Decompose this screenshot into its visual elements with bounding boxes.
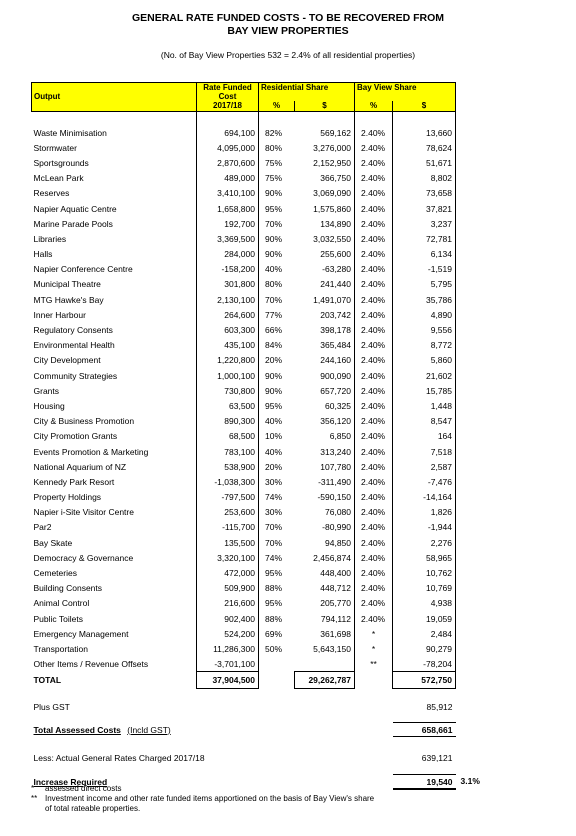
row-bv-pct: 2.40% xyxy=(355,581,393,596)
row-bv-pct: 2.40% xyxy=(355,368,393,383)
row-output: Bay Skate xyxy=(33,537,73,548)
table-row xyxy=(32,581,456,596)
row-output: Kennedy Park Resort xyxy=(33,476,115,487)
row-cost: 902,400 xyxy=(197,611,259,626)
row-cost: -1,038,300 xyxy=(197,474,259,489)
row-bv-amt: -7,476 xyxy=(393,474,456,489)
row-res-amt: 365,484 xyxy=(320,340,351,351)
row-output: Napier Conference Centre xyxy=(33,264,133,275)
row-res-amt: 356,120 xyxy=(320,416,351,427)
row-cost: 1,220,800 xyxy=(197,353,259,368)
row-res-amt: 794,112 xyxy=(320,613,351,624)
row-bv-pct: ** xyxy=(355,657,393,672)
table-row xyxy=(32,186,456,201)
row-res-amt: -311,490 xyxy=(318,476,351,487)
row-bv-amt: 73,658 xyxy=(393,186,456,201)
row-res-amt: 448,712 xyxy=(320,583,351,594)
row-cost: 63,500 xyxy=(197,398,259,413)
table-row xyxy=(32,277,456,292)
row-res-amt: 657,720 xyxy=(320,385,351,396)
row-bv-pct: 2.40% xyxy=(355,262,393,277)
row-bv-pct: 2.40% xyxy=(355,171,393,186)
row-res-amt: 1,575,860 xyxy=(313,203,351,214)
row-output: Halls xyxy=(33,249,53,260)
footnote-1-text: assessed direct costs xyxy=(45,784,122,793)
table-row xyxy=(32,429,456,444)
row-res-amt: 3,032,550 xyxy=(313,233,351,244)
row-res-pct: 74% xyxy=(259,550,295,565)
increase-amount-value: 19,540 xyxy=(426,776,453,787)
row-res-amt: -80,990 xyxy=(322,522,351,533)
row-output: Transportation xyxy=(33,643,88,654)
row-res-pct: 30% xyxy=(259,505,295,520)
row-res-pct: 82% xyxy=(259,125,295,140)
row-cost: 509,900 xyxy=(197,581,259,596)
row-res-pct: 70% xyxy=(259,520,295,535)
row-res-amt: -63,280 xyxy=(322,264,351,275)
row-res-amt: 134,890 xyxy=(320,218,351,229)
row-output: McLean Park xyxy=(33,173,84,184)
table-row xyxy=(32,125,456,140)
row-bv-pct: 2.40% xyxy=(355,353,393,368)
row-res-amt: 241,440 xyxy=(320,279,351,290)
row-cost: 2,870,600 xyxy=(197,155,259,170)
row-bv-pct: 2.40% xyxy=(355,322,393,337)
row-output: MTG Hawke's Bay xyxy=(33,294,104,305)
row-output: Community Strategies xyxy=(33,370,118,381)
row-bv-amt: 6,134 xyxy=(393,247,456,262)
row-res-amt: 2,456,874 xyxy=(313,552,351,563)
header-bay-view-share: Bay View Share xyxy=(355,83,456,93)
row-cost: 4,095,000 xyxy=(197,140,259,155)
row-output: City Development xyxy=(33,355,101,366)
row-res-pct: 75% xyxy=(259,155,295,170)
row-output: Napier i-Site Visitor Centre xyxy=(33,507,134,518)
row-res-amt: 313,240 xyxy=(320,446,351,457)
row-res-amt: 569,162 xyxy=(320,127,351,138)
table-row xyxy=(32,505,456,520)
row-res-pct: 50% xyxy=(259,641,295,656)
table-row xyxy=(32,444,456,459)
total-cost: 37,904,500 xyxy=(197,672,259,689)
row-cost: 3,369,500 xyxy=(197,231,259,246)
row-res-pct: 90% xyxy=(259,186,295,201)
row-cost: 538,900 xyxy=(197,459,259,474)
row-bv-pct: 2.40% xyxy=(355,140,393,155)
row-bv-pct: 2.40% xyxy=(355,383,393,398)
row-bv-amt: 8,772 xyxy=(393,338,456,353)
row-res-amt: 60,325 xyxy=(325,400,351,411)
row-output: Other Items / Revenue Offsets xyxy=(33,659,149,670)
row-res-pct: 66% xyxy=(259,322,295,337)
row-res-pct: 40% xyxy=(259,414,295,429)
row-bv-pct: 2.40% xyxy=(355,247,393,262)
row-res-pct: 40% xyxy=(259,262,295,277)
row-output: Reserves xyxy=(33,188,70,199)
row-bv-amt: 2,587 xyxy=(393,459,456,474)
row-res-pct: 80% xyxy=(259,140,295,155)
row-bv-pct: 2.40% xyxy=(355,520,393,535)
row-cost: 472,000 xyxy=(197,565,259,580)
rates-charged-label: Less: Actual General Rates Charged 2017/18 xyxy=(33,752,205,763)
table-row xyxy=(32,626,456,641)
row-bv-pct: 2.40% xyxy=(355,414,393,429)
row-bv-pct: 2.40% xyxy=(355,338,393,353)
subtitle: (No. of Bay View Properties 532 = 2.4% of all residential properties) xyxy=(160,50,416,60)
total-assessed-note: (Incld GST) xyxy=(127,724,171,735)
row-res-pct: 40% xyxy=(259,444,295,459)
row-bv-amt: 1,448 xyxy=(393,398,456,413)
row-output: Public Toilets xyxy=(33,613,83,624)
row-cost: 11,286,300 xyxy=(197,641,259,656)
row-cost: 3,410,100 xyxy=(197,186,259,201)
row-res-pct: 90% xyxy=(259,368,295,383)
row-bv-pct: 2.40% xyxy=(355,125,393,140)
row-output: Events Promotion & Marketing xyxy=(33,446,149,457)
row-res-pct: 77% xyxy=(259,307,295,322)
row-cost: 2,130,100 xyxy=(197,292,259,307)
table-row xyxy=(32,459,456,474)
row-output: Waste Minimisation xyxy=(33,127,107,138)
row-bv-amt: -1,944 xyxy=(393,520,456,535)
row-bv-pct: 2.40% xyxy=(355,444,393,459)
table-row xyxy=(32,216,456,231)
total-label: TOTAL xyxy=(33,675,62,686)
row-cost: 890,300 xyxy=(197,414,259,429)
row-bv-amt: 15,785 xyxy=(393,383,456,398)
table-row xyxy=(32,155,456,170)
row-cost: 192,700 xyxy=(197,216,259,231)
increase-amount xyxy=(393,775,480,789)
header-bv-amt: $ xyxy=(393,101,456,111)
row-cost: 1,658,800 xyxy=(197,201,259,216)
row-res-pct: 20% xyxy=(259,353,295,368)
row-bv-pct: 2.40% xyxy=(355,429,393,444)
row-bv-amt: 8,547 xyxy=(393,414,456,429)
row-res-amt: 3,276,000 xyxy=(313,142,351,153)
row-res-amt: 3,069,090 xyxy=(313,188,351,199)
header-bv-pct: % xyxy=(355,101,393,111)
row-bv-amt: 8,802 xyxy=(393,171,456,186)
row-bv-pct: * xyxy=(355,641,393,656)
increase-label: Increase Required xyxy=(33,776,108,787)
row-res-amt: 205,770 xyxy=(320,598,351,609)
row-bv-pct: 2.40% xyxy=(355,490,393,505)
row-res-amt: 255,600 xyxy=(320,249,351,260)
total-assessed-amount: 658,661 xyxy=(393,723,456,737)
row-output: Cemeteries xyxy=(33,568,77,579)
row-cost: -158,200 xyxy=(197,262,259,277)
row-bv-amt: 21,602 xyxy=(393,368,456,383)
row-cost: 435,100 xyxy=(197,338,259,353)
row-bv-amt: 35,786 xyxy=(393,292,456,307)
total-bay-view: 572,750 xyxy=(393,672,456,689)
row-bv-pct: 2.40% xyxy=(355,292,393,307)
row-bv-pct: 2.40% xyxy=(355,459,393,474)
row-res-amt: 6,850 xyxy=(329,431,351,442)
row-cost: -797,500 xyxy=(197,490,259,505)
footnote-1-mark: * xyxy=(31,784,35,793)
row-bv-pct: 2.40% xyxy=(355,596,393,611)
cost-table xyxy=(31,82,480,790)
row-output: Grants xyxy=(33,385,60,396)
row-bv-amt: 90,279 xyxy=(393,641,456,656)
row-res-pct: 95% xyxy=(259,201,295,216)
increase-pct: 3.1% xyxy=(460,776,480,787)
row-res-amt: 76,080 xyxy=(325,507,351,518)
row-cost: 284,000 xyxy=(197,247,259,262)
table-row xyxy=(32,414,456,429)
table-row xyxy=(32,550,456,565)
total-assessed-label: Total Assessed Costs xyxy=(33,724,121,735)
row-res-pct: 80% xyxy=(259,277,295,292)
row-res-pct: 10% xyxy=(259,429,295,444)
row-output: City & Business Promotion xyxy=(33,416,135,427)
row-output: Animal Control xyxy=(33,598,90,609)
row-bv-amt: 7,518 xyxy=(393,444,456,459)
row-bv-amt: 37,821 xyxy=(393,201,456,216)
row-cost: -3,701,100 xyxy=(197,657,259,672)
row-bv-pct: 2.40% xyxy=(355,186,393,201)
row-output: Par2 xyxy=(33,522,52,533)
row-res-pct: 95% xyxy=(259,565,295,580)
row-res-amt: 900,090 xyxy=(320,370,351,381)
table-row xyxy=(32,247,456,262)
row-bv-pct: 2.40% xyxy=(355,611,393,626)
table-row xyxy=(32,140,456,155)
table-row xyxy=(32,353,456,368)
table-row xyxy=(32,322,456,337)
row-bv-amt: 5,860 xyxy=(393,353,456,368)
row-output: Marine Parade Pools xyxy=(33,218,113,229)
row-bv-amt: 9,556 xyxy=(393,322,456,337)
row-bv-amt: 78,624 xyxy=(393,140,456,155)
row-bv-pct: * xyxy=(355,626,393,641)
table-row xyxy=(32,307,456,322)
header-year: 2017/18 xyxy=(197,101,259,111)
row-output: Property Holdings xyxy=(33,492,102,503)
row-res-pct: 70% xyxy=(259,292,295,307)
row-bv-amt: 58,965 xyxy=(393,550,456,565)
row-res-pct: 30% xyxy=(259,474,295,489)
row-bv-pct: 2.40% xyxy=(355,277,393,292)
row-res-amt: 366,750 xyxy=(320,173,351,184)
row-res-pct: 70% xyxy=(259,216,295,231)
row-output: Democracy & Governance xyxy=(33,552,134,563)
row-output: Building Consents xyxy=(33,583,103,594)
table-row xyxy=(32,201,456,216)
row-bv-pct: 2.40% xyxy=(355,505,393,520)
gst-label: Plus GST xyxy=(33,701,70,712)
table-row xyxy=(32,338,456,353)
row-bv-amt: 5,795 xyxy=(393,277,456,292)
row-output: Libraries xyxy=(33,233,67,244)
table-row xyxy=(32,292,456,307)
row-bv-amt: 19,059 xyxy=(393,611,456,626)
row-output: City Promotion Grants xyxy=(33,431,118,442)
table-row xyxy=(32,171,456,186)
row-bv-pct: 2.40% xyxy=(355,474,393,489)
row-bv-pct: 2.40% xyxy=(355,231,393,246)
row-res-pct: 90% xyxy=(259,231,295,246)
row-bv-amt: 2,484 xyxy=(393,626,456,641)
row-bv-amt: 13,660 xyxy=(393,125,456,140)
row-output: Regulatory Consents xyxy=(33,325,113,336)
row-output: National Aquarium of NZ xyxy=(33,461,127,472)
row-cost: 216,600 xyxy=(197,596,259,611)
row-res-pct: 95% xyxy=(259,596,295,611)
title-line-1: GENERAL RATE FUNDED COSTS - TO BE RECOVERED FROM xyxy=(131,12,445,24)
footnote-2-mark: ** xyxy=(31,794,38,803)
row-bv-amt: -1,519 xyxy=(393,262,456,277)
row-output: Housing xyxy=(33,400,65,411)
row-cost: 68,500 xyxy=(197,429,259,444)
title-line-2: BAY VIEW PROPERTIES xyxy=(227,25,349,37)
row-bv-amt: 2,276 xyxy=(393,535,456,550)
row-output: Environmental Health xyxy=(33,340,115,351)
header-res-pct: % xyxy=(259,101,295,111)
table-row xyxy=(32,565,456,580)
table-row xyxy=(32,398,456,413)
row-res-amt xyxy=(295,657,355,672)
header-rate-funded-cost: Rate Funded Cost xyxy=(197,83,259,102)
table-row xyxy=(32,535,456,550)
row-bv-amt: 164 xyxy=(393,429,456,444)
row-bv-amt: -14,164 xyxy=(393,490,456,505)
row-res-pct: 70% xyxy=(259,535,295,550)
row-cost: 783,100 xyxy=(197,444,259,459)
table-row xyxy=(32,368,456,383)
row-bv-amt: 4,938 xyxy=(393,596,456,611)
row-bv-amt: 51,671 xyxy=(393,155,456,170)
row-cost: 524,200 xyxy=(197,626,259,641)
table-row xyxy=(32,657,456,672)
footnote-2-text-cont: of total rateable properties. xyxy=(45,804,141,813)
row-output: Inner Harbour xyxy=(33,309,86,320)
footnotes xyxy=(31,784,374,814)
row-res-amt: 2,152,950 xyxy=(313,157,351,168)
row-cost: -115,700 xyxy=(197,520,259,535)
row-bv-amt: 10,769 xyxy=(393,581,456,596)
row-bv-pct: 2.40% xyxy=(355,550,393,565)
row-cost: 301,800 xyxy=(197,277,259,292)
row-cost: 730,800 xyxy=(197,383,259,398)
row-res-pct: 84% xyxy=(259,338,295,353)
gst-amount: 85,912 xyxy=(426,701,453,712)
row-res-pct: 90% xyxy=(259,383,295,398)
row-res-amt: 94,850 xyxy=(325,537,351,548)
table-row xyxy=(32,520,456,535)
row-res-amt: 1,491,070 xyxy=(313,294,351,305)
header-output: Output xyxy=(32,83,197,112)
row-cost: 135,500 xyxy=(197,535,259,550)
row-bv-pct: 2.40% xyxy=(355,307,393,322)
row-bv-amt: -78,204 xyxy=(393,657,456,672)
table-row xyxy=(32,231,456,246)
row-output: Sportsgrounds xyxy=(33,157,89,168)
row-cost: 489,000 xyxy=(197,171,259,186)
row-res-pct: 88% xyxy=(259,611,295,626)
row-res-amt: 244,160 xyxy=(320,355,351,366)
row-output: Stormwater xyxy=(33,142,77,153)
row-output: Emergency Management xyxy=(33,628,129,639)
row-res-pct: 75% xyxy=(259,171,295,186)
row-res-amt: 398,178 xyxy=(320,325,351,336)
row-bv-pct: 2.40% xyxy=(355,155,393,170)
row-cost: 264,600 xyxy=(197,307,259,322)
rates-charged-amount: 639,121 xyxy=(421,752,453,763)
report-title xyxy=(0,12,576,38)
table-row xyxy=(32,641,456,656)
row-res-amt: -590,150 xyxy=(317,492,351,503)
row-res-amt: 448,400 xyxy=(320,568,351,579)
row-cost: 694,100 xyxy=(197,125,259,140)
row-res-pct: 95% xyxy=(259,398,295,413)
row-res-pct xyxy=(259,657,295,672)
header-res-amt: $ xyxy=(295,101,355,111)
header-residential-share: Residential Share xyxy=(259,83,355,93)
row-res-pct: 90% xyxy=(259,247,295,262)
row-res-amt: 107,780 xyxy=(320,461,351,472)
row-res-pct: 88% xyxy=(259,581,295,596)
row-bv-amt: 1,826 xyxy=(393,505,456,520)
row-output: Municipal Theatre xyxy=(33,279,101,290)
row-cost: 3,320,100 xyxy=(197,550,259,565)
row-res-amt: 203,742 xyxy=(320,309,351,320)
row-bv-amt: 4,890 xyxy=(393,307,456,322)
row-bv-amt: 10,762 xyxy=(393,565,456,580)
table-row xyxy=(32,596,456,611)
row-bv-pct: 2.40% xyxy=(355,201,393,216)
row-res-amt: 5,643,150 xyxy=(313,643,351,654)
table-row xyxy=(32,262,456,277)
row-bv-amt: 72,781 xyxy=(393,231,456,246)
row-bv-pct: 2.40% xyxy=(355,398,393,413)
table-row xyxy=(32,383,456,398)
row-bv-pct: 2.40% xyxy=(355,535,393,550)
table-row xyxy=(32,474,456,489)
row-cost: 603,300 xyxy=(197,322,259,337)
row-res-pct: 20% xyxy=(259,459,295,474)
row-cost: 1,000,100 xyxy=(197,368,259,383)
row-res-amt: 361,698 xyxy=(320,628,351,639)
row-res-pct: 74% xyxy=(259,490,295,505)
row-bv-pct: 2.40% xyxy=(355,216,393,231)
row-res-pct: 69% xyxy=(259,626,295,641)
row-output: Napier Aquatic Centre xyxy=(33,203,117,214)
total-residential: 29,262,787 xyxy=(295,672,355,689)
table-row xyxy=(32,490,456,505)
table-row xyxy=(32,611,456,626)
row-bv-pct: 2.40% xyxy=(355,565,393,580)
footnote-2-text: Investment income and other rate funded items apportioned on the basis of Bay View's share xyxy=(45,794,375,803)
row-cost: 253,600 xyxy=(197,505,259,520)
row-bv-amt: 3,237 xyxy=(393,216,456,231)
